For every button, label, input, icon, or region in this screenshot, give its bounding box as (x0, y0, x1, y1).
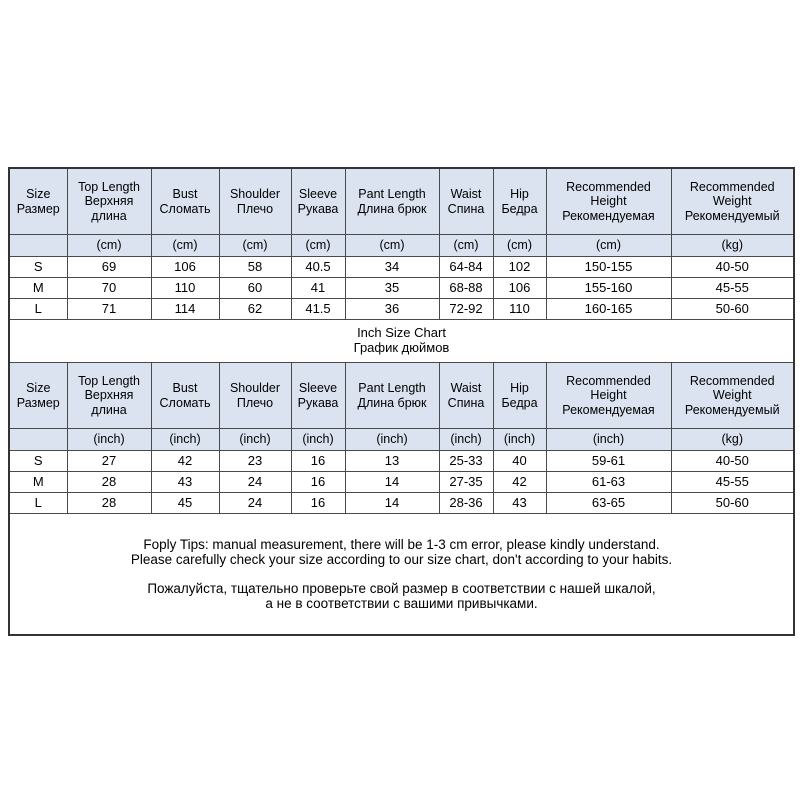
header-en: Hip (510, 381, 529, 396)
cell-shoulder: 62 (219, 299, 291, 320)
cell-toplen: 27 (67, 451, 151, 472)
header-cell-waist (439, 363, 493, 429)
cell-size: M (9, 278, 67, 299)
header-en: Waist (450, 381, 482, 396)
cell-size: S (9, 257, 67, 278)
header-cell-height (546, 168, 671, 235)
header-cell-weight (671, 363, 794, 429)
header-en: Top Length (78, 180, 140, 195)
header-ru: Размер (16, 395, 60, 410)
unit-cell: (inch) (219, 429, 291, 451)
cell-toplen: 28 (67, 472, 151, 493)
cell-waist: 72-92 (439, 299, 493, 320)
cell-size: M (9, 472, 67, 493)
header-cell-toplen (67, 168, 151, 235)
header-ru: Рукава (297, 395, 339, 410)
cell-bust: 42 (151, 451, 219, 472)
header-en: Shoulder (229, 187, 281, 202)
inch-units-row (9, 429, 794, 451)
cell-bust: 110 (151, 278, 219, 299)
cell-pantlen: 14 (345, 472, 439, 493)
cell-bust: 43 (151, 472, 219, 493)
cell-sleeve: 16 (291, 451, 345, 472)
header-ru: Длина брюк (357, 395, 427, 410)
header-cell-size (9, 168, 67, 235)
header-cell-weight (671, 168, 794, 235)
unit-cell: (cm) (345, 235, 439, 257)
cell-toplen: 70 (67, 278, 151, 299)
notes-en-line2: Please carefully check your size according to our size chart, don't according to your habits. (130, 551, 673, 567)
header-cell-pantlen (345, 363, 439, 429)
header-ru: Спина (447, 395, 485, 410)
table-row (9, 493, 794, 514)
cell-hip: 102 (493, 257, 546, 278)
header-ru: Бедра (501, 201, 538, 216)
cell-sleeve: 16 (291, 472, 345, 493)
header-ru: Верхняя длина (84, 388, 134, 417)
cell-toplen: 69 (67, 257, 151, 278)
unit-cell (9, 429, 67, 451)
unit-cell: (inch) (151, 429, 219, 451)
unit-cell: (inch) (67, 429, 151, 451)
header-en: Recommended Weight (689, 180, 775, 209)
header-en: Hip (510, 187, 529, 202)
cell-weight: 40-50 (671, 451, 794, 472)
cell-weight: 45-55 (671, 278, 794, 299)
header-ru: Рекомендуемая (562, 402, 655, 417)
cell-waist: 25-33 (439, 451, 493, 472)
cell-pantlen: 14 (345, 493, 439, 514)
header-en: Bust (172, 381, 198, 396)
cell-height: 155-160 (546, 278, 671, 299)
notes-row (9, 514, 794, 636)
notes-en-line1: Foply Tips: manual measurement, there will be 1-3 cm error, please kindly understand. (143, 536, 660, 552)
unit-cell: (inch) (493, 429, 546, 451)
cell-height: 63-65 (546, 493, 671, 514)
cell-size: L (9, 493, 67, 514)
header-en: Recommended Weight (689, 374, 775, 403)
unit-cell: (cm) (493, 235, 546, 257)
unit-cell: (inch) (546, 429, 671, 451)
cell-shoulder: 24 (219, 493, 291, 514)
unit-cell: (cm) (219, 235, 291, 257)
cell-sleeve: 40.5 (291, 257, 345, 278)
inch-chart-title-ru: График дюймов (353, 340, 450, 355)
size-chart-table (8, 167, 795, 636)
cell-shoulder: 60 (219, 278, 291, 299)
unit-cell: (cm) (439, 235, 493, 257)
header-cell-toplen (67, 363, 151, 429)
header-cell-shoulder (219, 168, 291, 235)
cell-pantlen: 13 (345, 451, 439, 472)
header-cell-hip (493, 363, 546, 429)
header-en: Shoulder (229, 381, 281, 396)
cell-weight: 45-55 (671, 472, 794, 493)
header-ru: Рекомендуемая (562, 208, 655, 223)
cell-shoulder: 24 (219, 472, 291, 493)
cell-bust: 114 (151, 299, 219, 320)
header-en: Size (26, 187, 51, 202)
cell-weight: 40-50 (671, 257, 794, 278)
cm-units-row (9, 235, 794, 257)
header-cell-bust (151, 363, 219, 429)
cell-hip: 42 (493, 472, 546, 493)
cell-shoulder: 23 (219, 451, 291, 472)
header-cell-size (9, 363, 67, 429)
cell-weight: 50-60 (671, 299, 794, 320)
header-ru: Длина брюк (357, 201, 427, 216)
header-en: Sleeve (298, 381, 338, 396)
notes-ru-line2: а не в соответствии с вашими привычками. (265, 596, 538, 612)
header-ru: Рукава (297, 201, 339, 216)
cell-height: 160-165 (546, 299, 671, 320)
header-ru: Размер (16, 201, 60, 216)
cm-header-row (9, 168, 794, 235)
header-cell-hip (493, 168, 546, 235)
table-row (9, 451, 794, 472)
header-ru: Плечо (236, 201, 274, 216)
header-cell-sleeve (291, 168, 345, 235)
cell-height: 59-61 (546, 451, 671, 472)
unit-cell: (cm) (67, 235, 151, 257)
inch-chart-title-row (9, 320, 794, 363)
cell-hip: 106 (493, 278, 546, 299)
cell-pantlen: 34 (345, 257, 439, 278)
cell-height: 61-63 (546, 472, 671, 493)
notes-ru-group (11, 581, 792, 612)
cell-waist: 27-35 (439, 472, 493, 493)
notes-block (9, 514, 794, 636)
notes-en-group (11, 537, 792, 568)
unit-cell: (cm) (151, 235, 219, 257)
header-en: Recommended Height (566, 374, 651, 403)
header-ru: Сломать (159, 395, 211, 410)
header-ru: Рекомендуемый (684, 208, 780, 223)
cell-size: L (9, 299, 67, 320)
cell-weight: 50-60 (671, 493, 794, 514)
header-ru: Спина (447, 201, 485, 216)
header-en: Bust (172, 187, 198, 202)
header-ru: Верхняя длина (84, 194, 134, 223)
unit-cell (9, 235, 67, 257)
size-chart (8, 167, 793, 628)
table-row (9, 278, 794, 299)
header-cell-waist (439, 168, 493, 235)
unit-cell: (kg) (671, 429, 794, 451)
cell-waist: 64-84 (439, 257, 493, 278)
cell-sleeve: 41 (291, 278, 345, 299)
header-en: Top Length (78, 374, 140, 389)
inch-chart-title-en: Inch Size Chart (357, 325, 446, 341)
header-cell-shoulder (219, 363, 291, 429)
table-row (9, 472, 794, 493)
header-cell-height (546, 363, 671, 429)
cell-toplen: 71 (67, 299, 151, 320)
cell-waist: 68-88 (439, 278, 493, 299)
header-en: Size (26, 381, 51, 396)
cell-hip: 40 (493, 451, 546, 472)
unit-cell: (kg) (671, 235, 794, 257)
header-ru: Сломать (159, 201, 211, 216)
header-en: Sleeve (298, 187, 338, 202)
notes-gap (11, 567, 792, 581)
cell-shoulder: 58 (219, 257, 291, 278)
cell-bust: 106 (151, 257, 219, 278)
header-cell-pantlen (345, 168, 439, 235)
header-en: Pant Length (358, 187, 426, 202)
unit-cell: (inch) (291, 429, 345, 451)
unit-cell: (cm) (291, 235, 345, 257)
cell-pantlen: 36 (345, 299, 439, 320)
header-cell-bust (151, 168, 219, 235)
header-en: Waist (450, 187, 482, 202)
cell-sleeve: 41.5 (291, 299, 345, 320)
notes-ru-line1: Пожалуйста, тщательно проверьте свой размер в соответствии с нашей шкалой, (147, 581, 656, 596)
header-en: Recommended Height (566, 180, 651, 209)
table-row (9, 299, 794, 320)
cell-waist: 28-36 (439, 493, 493, 514)
cell-hip: 110 (493, 299, 546, 320)
inch-chart-title (9, 320, 794, 363)
unit-cell: (inch) (345, 429, 439, 451)
inch-header-row (9, 363, 794, 429)
cell-pantlen: 35 (345, 278, 439, 299)
cell-height: 150-155 (546, 257, 671, 278)
cell-sleeve: 16 (291, 493, 345, 514)
header-cell-sleeve (291, 363, 345, 429)
header-ru: Бедра (501, 395, 538, 410)
unit-cell: (inch) (439, 429, 493, 451)
cell-bust: 45 (151, 493, 219, 514)
header-en: Pant Length (358, 381, 426, 396)
cell-size: S (9, 451, 67, 472)
header-ru: Рекомендуемый (684, 402, 780, 417)
header-ru: Плечо (236, 395, 274, 410)
cell-toplen: 28 (67, 493, 151, 514)
table-row (9, 257, 794, 278)
unit-cell: (cm) (546, 235, 671, 257)
cell-hip: 43 (493, 493, 546, 514)
